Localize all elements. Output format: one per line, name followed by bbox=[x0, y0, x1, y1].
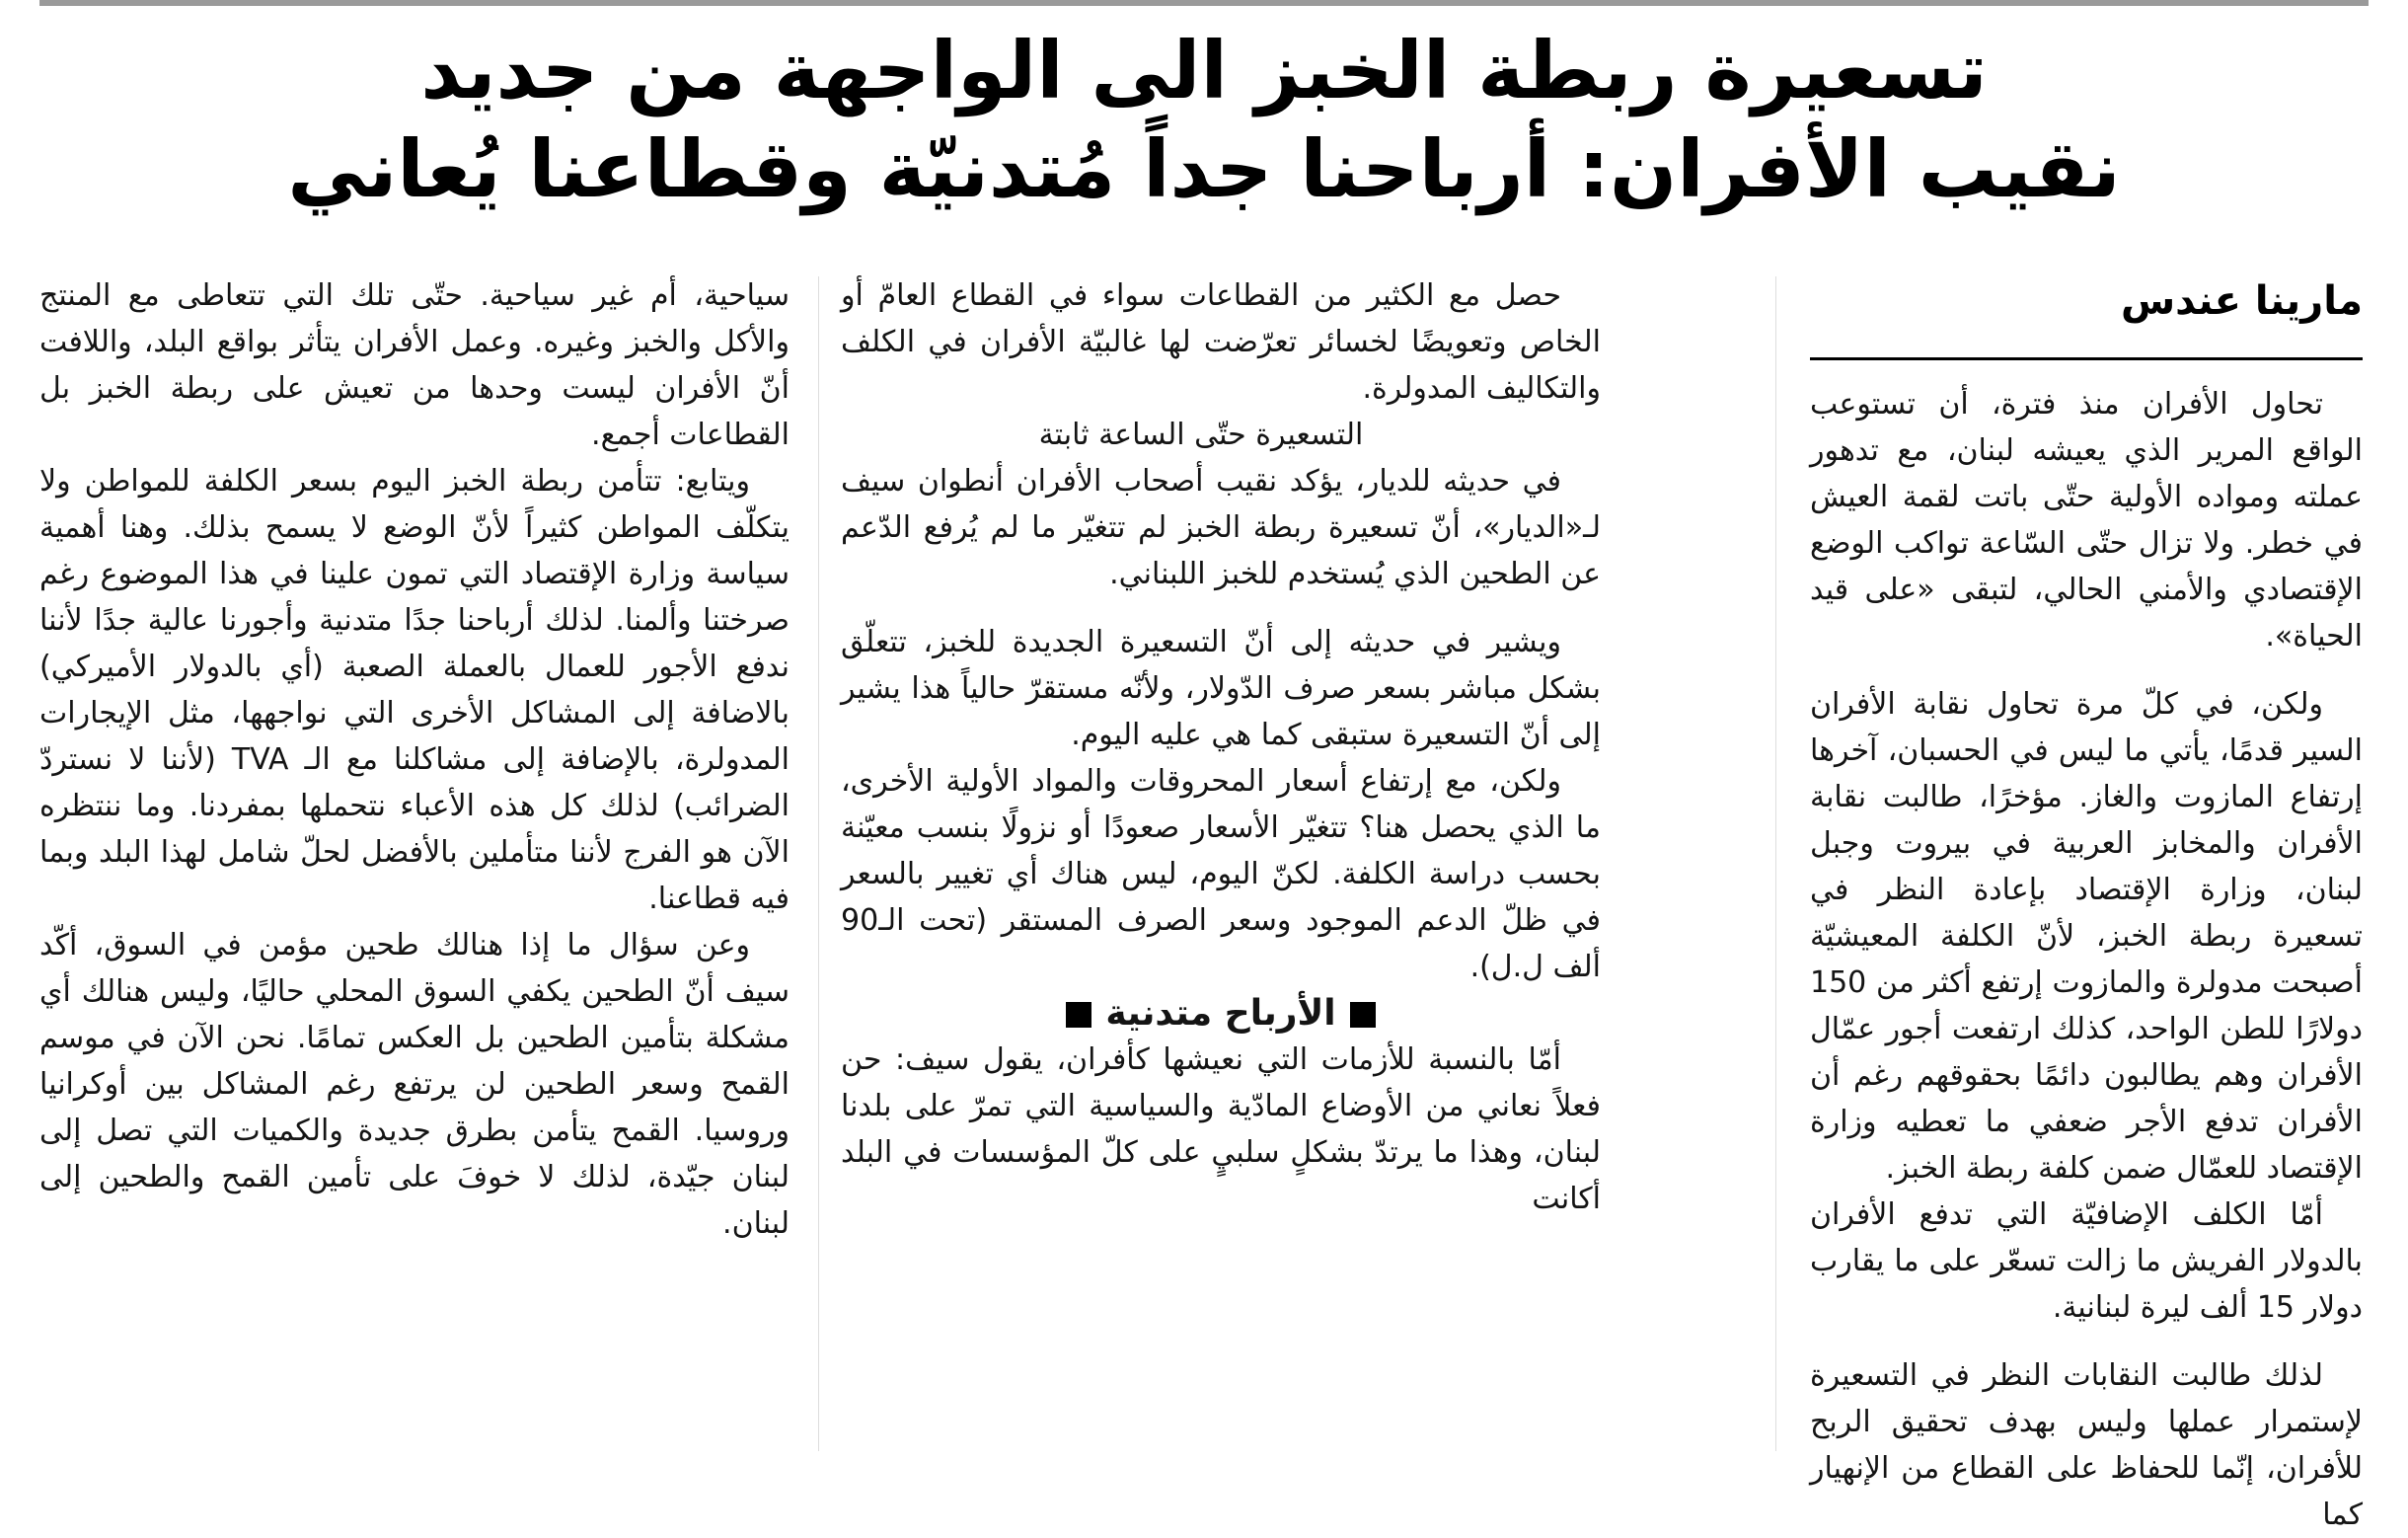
column-2-paragraph: في حديثه للديار، يؤكد نقيب أصحاب الأفران أنطوان سيف لـ«الديار»، أنّ تسعيرة ربطة الخبز لم تتغيّر ما لم يُرفع الدّعم عن الطحين الذي يُستخدم للخبز اللبناني. bbox=[841, 464, 1601, 591]
square-bullet-icon bbox=[1350, 1002, 1376, 1028]
column-1-paragraph: تحاول الأفران منذ فترة، أن تستوعب الواقع المرير الذي يعيشه لبنان، مع تدهور عملته ومواده الأولية حتّى باتت لقمة العيش في خطر. ولا تزال حتّى السّاعة تواكب الوضع الإقتصادي والأمني الحالي، لتبقى «على قيد الحياة». bbox=[1810, 387, 2363, 654]
column-2-paragraph: أمّا بالنسبة للأزمات التي نعيشها كأفران، يقول سيف: حن فعلاً نعاني من الأوضاع المادّية والسياسية التي تمرّ على بلدنا لبنان، وهذا ما يرتدّ بشكلٍ سلبيٍ على كلّ المؤسسات في البلد أكانت bbox=[841, 1042, 1601, 1216]
top-rule bbox=[39, 0, 2369, 6]
column-1-paragraph: لذلك طالبت النقابات النظر في التسعيرة لإستمرار عملها وليس بهدف تحقيق الربح للأفران، إنّما للحفاظ على القطاع من الإنهيار كما bbox=[1810, 1358, 2363, 1532]
square-bullet-icon bbox=[1066, 1002, 1091, 1028]
column-separator bbox=[1775, 276, 1776, 1451]
column-3-paragraph: وعن سؤال ما إذا هنالك طحين مؤمن في السوق، أكّد سيف أنّ الطحين يكفي السوق المحلي حاليًا، وليس هنالك أي مشكلة بتأمين الطحين بل العكس تمامًا. نحن الآن في موسم القمح وسعر الطحين لن يرتفع رغم المشاكل بين أوكرانيا وروسيا. القمح يتأمن بطرق جديدة والكميات التي تصل إلى لبنان جيّدة، لذلك لا خوفَ على تأمين القمح والطحين إلى لبنان. bbox=[39, 928, 790, 1241]
column-3-paragraph: ويتابع: تتأمن ربطة الخبز اليوم بسعر الكلفة للمواطن ولا يتكلّف المواطن كثيراً لأنّ الوضع لا يسمح بذلك. وهنا أهمية سياسة وزارة الإقتصاد التي تمون علينا في هذا الموضوع رغم صرختنا وألمنا. لذلك أرباحنا جدًا متدنية وأجورنا عالية جدًا لأننا ندفع الأجور للعمال بالعملة الصعبة (أي بالدولار الأميركي) بالاضافة إلى المشاكل الأخرى التي نواجهها، مثل الإيجارات المدولرة، بالإضافة إلى مشاكلنا مع الـ TVA (لأننا لا نستردّ الضرائب) لذلك كل هذه الأعباء نتحملها بمفردنا. وما ننتظره الآن هو الفرج لأننا متأملين بالأفضل لحلّ شامل لهذا البلد وبما فيه قطاعنا. bbox=[39, 464, 790, 916]
column-1-paragraph: ولكن، في كلّ مرة تحاول نقابة الأفران السير قدمًا، يأتي ما ليس في الحسبان، آخرها إرتفاع المازوت والغاز. مؤخرًا، طالبت نقابة الأفران والمخابز العربية في بيروت وجبل لبنان، وزارة الإقتصاد بإعادة النظر في تسعيرة ربطة الخبز، لأنّ الكلفة المعيشيّة أصبحت مدولرة والمازوت إرتفع أكثر من 150 دولارًا للطن الواحد، كذلك ارتفعت أجور عمّال الأفران وهم يطالبون دائمًا بحقوقهم رغم أن الأفران تدفع الأجر ضعفي ما تعطيه وزارة الإقتصاد للعمّال ضمن كلفة ربطة الخبز. bbox=[1810, 687, 2363, 1186]
article-column-1 bbox=[1810, 381, 2363, 1532]
column-separator bbox=[818, 276, 819, 1451]
section-heading-fixed-price: التسعيرة حتّى الساعة ثابتة bbox=[1038, 418, 1364, 452]
column-3-paragraph: سياحية، أم غير سياحية. حتّى تلك التي تتعاطى مع المنتج والأكل والخبز وغيره. وعمل الأفران يتأثر بواقع البلد، واللافت أنّ الأفران ليست وحدها من تعيش على ربطة الخبز بل القطاعات أجمع. bbox=[39, 278, 790, 452]
headline-line-1: تسعيرة ربطة الخبز الى الواجهة من جديد bbox=[420, 25, 1988, 116]
subhead-low-profits bbox=[841, 990, 1601, 1037]
article-column-3 bbox=[39, 272, 790, 1457]
column-2-paragraph: حصل مع الكثير من القطاعات سواء في القطاع العامّ أو الخاص وتعويضًا لخسائر تعرّضت لها غالبيّة الأفران في الكلف والتكاليف المدولرة. bbox=[841, 278, 1601, 406]
subhead-text: الأرباح متدنية bbox=[1105, 993, 1336, 1034]
column-1-paragraph: أمّا الكلف الإضافيّة التي تدفع الأفران بالدولار الفريش ما زالت تسعّر على ما يقارب دولار 15 ألف ليرة لبنانية. bbox=[1810, 1197, 2363, 1325]
byline-rule bbox=[1810, 357, 2363, 360]
headline-line-2: نقيب الأفران: أرباحنا جداً مُتدنيّة وقطاعنا يُعاني bbox=[287, 123, 2121, 215]
column-2-paragraph: ولكن، مع إرتفاع أسعار المحروقات والمواد الأولية الأخرى، ما الذي يحصل هنا؟ تتغيّر الأسعار صعودًا أو نزولًا بنسب معيّنة بحسب دراسة الكلفة. لكنّ اليوم، ليس هناك أي تغيير بالسعر في ظلّ الدعم الموجود وسعر الصرف المستقر (تحت الـ90 ألف ل.ل). bbox=[841, 764, 1601, 984]
article-column-2 bbox=[841, 272, 1601, 1457]
column-2-paragraph: ويشير في حديثه إلى أنّ التسعيرة الجديدة للخبز، تتعلّق بشكل مباشر بسعر صرف الدّولار، ولأنّه مستقرّ حالياً هذا يشير إلى أنّ التسعيرة ستبقى كما هي عليه اليوم. bbox=[841, 625, 1601, 752]
author-byline: مارينا عندس bbox=[2120, 278, 2363, 324]
